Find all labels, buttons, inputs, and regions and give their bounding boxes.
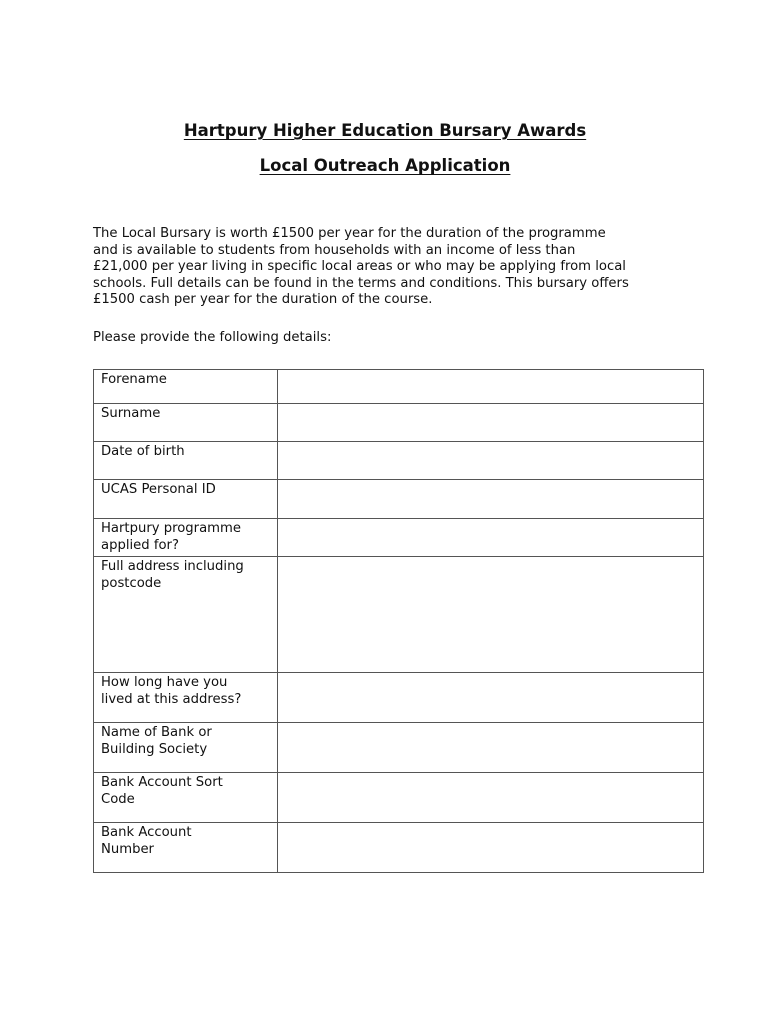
form-row-date-of-birth [94, 442, 704, 480]
form-row-address [94, 557, 704, 673]
ucas-id-label: UCAS Personal ID [94, 480, 278, 519]
account-number-label: Bank Account Number [94, 823, 278, 873]
form-row-bank-name [94, 723, 704, 773]
programme-label: Hartpury programme applied for? [94, 519, 278, 557]
account-number-field[interactable] [278, 823, 704, 873]
form-row-time-at-address [94, 673, 704, 723]
application-form-table [93, 369, 704, 873]
form-row-account-number [94, 823, 704, 873]
bank-name-label: Name of Bank or Building Society [94, 723, 278, 773]
surname-field[interactable] [278, 404, 704, 442]
address-label: Full address including postcode [94, 557, 278, 673]
details-prompt: Please provide the following details: [93, 330, 332, 345]
document-subtitle: Local Outreach Application [259, 156, 511, 175]
intro-line: £21,000 per year living in specific local areas or who may be applying from local [93, 259, 626, 275]
ucas-id-field[interactable] [278, 480, 704, 519]
date-of-birth-field[interactable] [278, 442, 704, 480]
form-row-ucas-id [94, 480, 704, 519]
form-row-programme [94, 519, 704, 557]
forename-label: Forename [94, 370, 278, 404]
forename-field[interactable] [278, 370, 704, 404]
sort-code-field[interactable] [278, 773, 704, 823]
intro-line: schools. Full details can be found in the terms and conditions. This bursary offers [93, 275, 629, 291]
intro-line: £1500 cash per year for the duration of the course. [93, 292, 433, 308]
programme-field[interactable] [278, 519, 704, 557]
intro-line: The Local Bursary is worth £1500 per year for the duration of the programme [93, 226, 606, 241]
date-of-birth-label: Date of birth [94, 442, 278, 480]
time-at-address-field[interactable] [278, 673, 704, 723]
form-row-surname [94, 404, 704, 442]
address-field[interactable] [278, 557, 704, 673]
bank-name-field[interactable] [278, 723, 704, 773]
sort-code-label: Bank Account Sort Code [94, 773, 278, 823]
time-at-address-label: How long have you lived at this address? [94, 673, 278, 723]
form-row-forename [94, 370, 704, 404]
form-row-sort-code [94, 773, 704, 823]
intro-line: and is available to students from households with an income of less than [93, 242, 576, 258]
document-title: Hartpury Higher Education Bursary Awards [183, 121, 587, 140]
intro-paragraph [93, 226, 693, 309]
surname-label: Surname [94, 404, 278, 442]
